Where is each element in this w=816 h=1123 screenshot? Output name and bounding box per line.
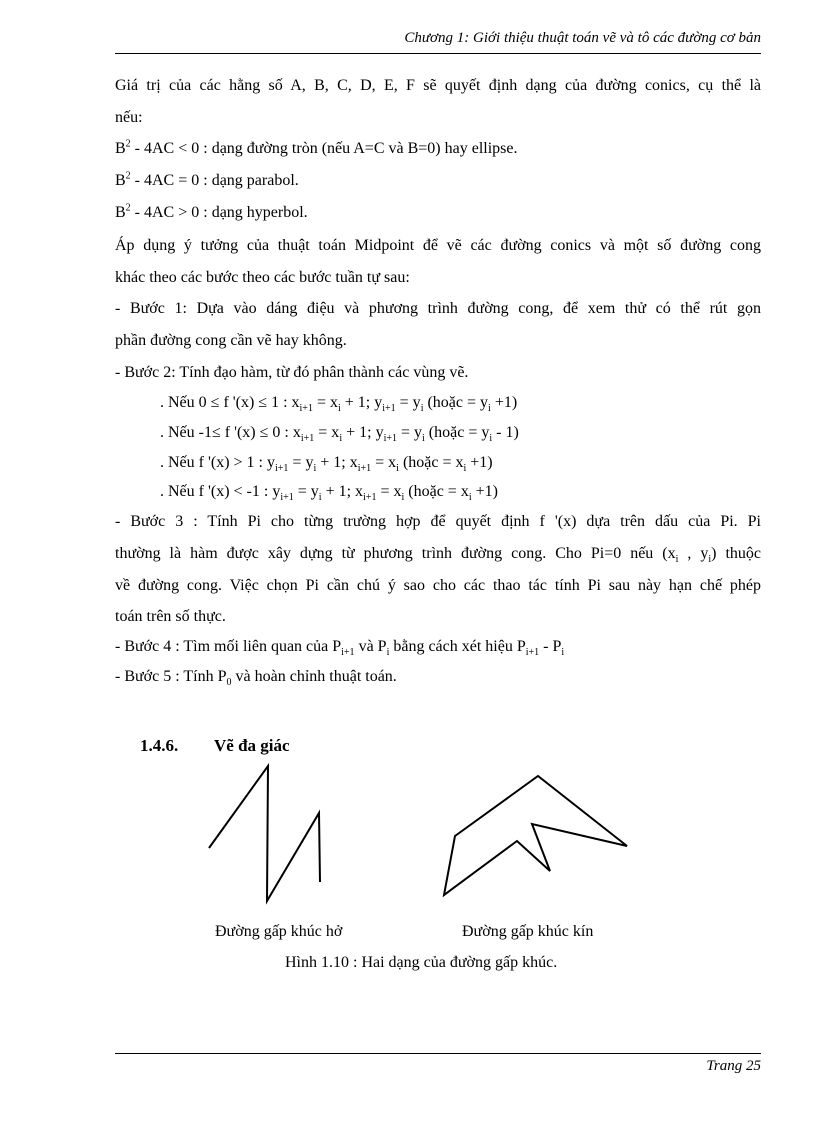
open-polyline [209,766,320,901]
case-hyperbol-text: - 4AC > 0 : dạng hyperbol. [130,204,308,221]
rule-eq: = x [314,424,340,441]
step3-text: , y [678,545,709,562]
rule-cond: . Nếu 0 ≤ f '(x) ≤ 1 : [160,394,292,411]
case-parabol-text: - 4AC = 0 : dạng parabol. [130,172,299,189]
rule-sub: i [318,492,322,504]
step4-sub: i [561,647,565,659]
rule-1 [160,422,519,444]
rule-sub: i [396,463,399,475]
step4-sub: i+1 [341,647,355,659]
step3-text: ) thuộc [711,545,761,562]
rule-2 [160,452,493,474]
case-exp: 2 [125,170,131,182]
rule-cond: . Nếu -1≤ f '(x) ≤ 0 : [160,424,293,441]
rule-var: x [349,454,358,471]
step5-text: - Bước 5 : Tính P [115,668,227,685]
case-ellipse [115,138,518,160]
step3-line-4: toán trên số thực. [115,608,226,625]
page-header: Chương 1: Giới thiệu thuật toán vẽ và tô các đường cơ bản [404,30,761,46]
case-ellipse-text: - 4AC < 0 : dạng đường tròn (nếu A=C và B=0) hay ellipse. [130,140,518,157]
step4-sub: i+1 [525,647,540,659]
rule-sub: i [488,403,491,415]
rule-sub: i [401,492,405,504]
step4-sub: i [386,647,390,659]
apply-line-2: khác theo các bước theo các bước tuần tự sau: [115,269,410,286]
rule-var: x [292,424,301,441]
rule-var: y [267,454,275,471]
rule-sub: i+1 [383,433,397,445]
rule-tail: (hoặc = y [423,394,489,411]
case-b: B [115,204,126,221]
step3-line-1: - Bước 3 : Tính Pi cho từng trường hợp để quyết định f '(x) dựa trên dấu của Pi. Pi [115,513,761,530]
step3-sub: i [675,554,679,566]
rule-sub: i [468,492,472,504]
rule-sub: i+1 [275,463,289,475]
rule-eq: = x [376,483,402,500]
rule-tail: (hoặc = x [398,454,464,471]
polyline-figure [195,760,645,905]
apply-line-1: Áp dụng ý tưởng của thuật toán Midpoint để vẽ các đường conics và một số đường cong [115,237,761,254]
rule-tail: + 1; [342,424,376,441]
label-open-polyline: Đường gấp khúc hở [215,923,343,940]
label-closed-polyline: Đường gấp khúc kín [462,923,594,940]
closed-polyline [444,776,627,895]
intro-line-2: nếu: [115,109,143,126]
rule-sub: i+1 [357,463,372,475]
step4-text: và P [354,638,387,655]
rule-eq: = x [371,454,397,471]
case-exp: 2 [125,202,131,214]
step4-line [115,636,564,658]
rule-sub: i [463,463,467,475]
section-number: 1.4.6. [140,736,179,755]
rule-cond: . Nếu f '(x) > 1 : [160,454,267,471]
rule-sub: i+1 [382,403,396,415]
footer-rule [115,1053,761,1054]
step1-line-1: - Bước 1: Dựa vào dáng điệu và phương trình đường cong, để xem thử có thể rút gọn [115,300,761,317]
rule-var: x [355,483,364,500]
header-rule [115,53,761,54]
case-hyperbol [115,202,308,224]
step3-sub: i [708,554,712,566]
rule-tail: (hoặc = y [424,424,490,441]
rule-sub: i [313,463,317,475]
rule-sub: i [420,403,424,415]
rule-sub: i [337,403,341,415]
rule-cond: . Nếu f '(x) < -1 : [160,483,273,500]
rule-sub: i [422,433,425,445]
rule-sub: i+1 [280,492,294,504]
rule-sub: i [489,433,493,445]
case-exp: 2 [125,138,131,150]
step4-text: bằng cách xét hiệu P [389,638,526,655]
rule-eq: = y [395,394,421,411]
step4-text: - P [539,638,562,655]
rule-end: +1) [466,454,493,471]
step3-text: thường là hàm được xây dựng từ phương trình đường cong. Cho Pi=0 nếu (x [115,545,676,562]
rule-end: +1) [490,394,518,411]
step4-text: - Bước 4 : Tìm mối liên quan của P [115,638,342,655]
rule-eq: = y [288,454,314,471]
rule-sub: i+1 [300,433,315,445]
figure-caption: Hình 1.10 : Hai dạng của đường gấp khúc. [285,954,558,971]
intro-line-1: Giá trị của các hằng số A, B, C, D, E, F sẽ quyết định dạng của đường conics, cụ thể là [115,77,761,94]
rule-var: y [374,394,383,411]
step5-line [115,666,397,688]
rule-eq: = x [312,394,338,411]
rule-tail: + 1; [321,483,356,500]
rule-tail: (hoặc = x [404,483,469,500]
case-b: B [115,140,126,157]
section-title: Vẽ đa giác [214,736,290,755]
step3-line-2 [115,543,761,565]
step5-text: và hoàn chỉnh thuật toán. [231,668,397,685]
rule-eq: = y [396,424,423,441]
rule-tail: + 1; [316,454,350,471]
rule-sub: i+1 [363,492,377,504]
rule-end: - 1) [492,424,519,441]
case-b: B [115,172,126,189]
case-parabol [115,170,299,192]
rule-sub: i+1 [299,403,313,415]
rule-var: y [375,424,384,441]
rule-end: +1) [471,483,498,500]
page-number: Trang 25 [706,1058,761,1074]
rule-tail: + 1; [340,394,375,411]
rule-sub: i [339,433,343,445]
step1-line-2: phần đường cong cần vẽ hay không. [115,332,347,349]
step2-line-1: - Bước 2: Tính đạo hàm, từ đó phân thành các vùng vẽ. [115,364,469,381]
rule-eq: = y [293,483,319,500]
rule-0 [160,392,517,414]
rule-3 [160,481,498,503]
rule-var: y [272,483,281,500]
step5-sub: 0 [226,677,232,689]
rule-var: x [291,394,300,411]
step3-line-3: về đường cong. Việc chọn Pi cần chú ý sao cho các thao tác tính Pi sau này hạn chế phép [115,577,761,594]
